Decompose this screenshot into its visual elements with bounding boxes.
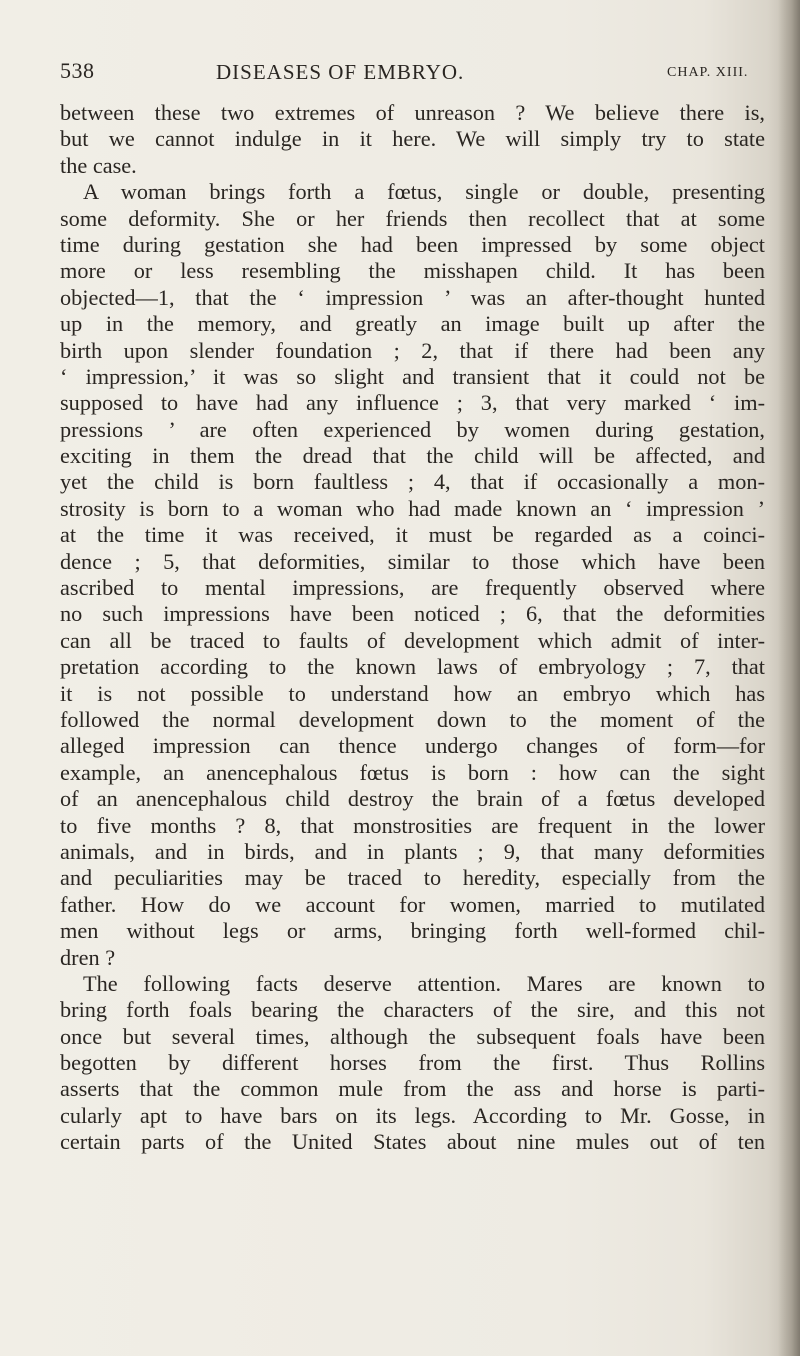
text-line: A woman brings forth a fœtus, single or double, presenting [83,179,765,205]
text-line: yet the child is born faultless ; 4, that if occasionally a mon- [60,469,765,495]
text-line: pretation according to the known laws of embryology ; 7, that [60,654,765,680]
page-number: 538 [60,58,95,83]
text-line: supposed to have had any influence ; 3, that very marked ‘ im- [60,390,765,416]
text-line: strosity is born to a woman who had made known an ‘ impression ’ [60,495,765,521]
text-line: alleged impression can thence undergo changes of form—for [60,733,765,759]
text-line: ascribed to mental impressions, are frequently observed where [60,575,765,601]
text-line: no such impressions have been noticed ; 6, that the deformities [60,601,765,627]
text-line: can all be traced to faults of development which admit of inter- [60,627,765,653]
text-line: pressions ’ are often experienced by women during gestation, [60,416,765,442]
text-line: asserts that the common mule from the ass and horse is parti- [60,1076,765,1102]
text-line: more or less resembling the misshapen child. It has been [60,258,765,284]
text-line: bring forth foals bearing the characters of the sire, and this not [60,997,765,1023]
text-line: up in the memory, and greatly an image built up after the [60,311,765,337]
text-line: birth upon slender foundation ; 2, that if there had been any [60,337,765,363]
page-header [60,58,770,88]
text-line: of an anencephalous child destroy the brain of a fœtus developed [60,786,765,812]
chapter-label: CHAP. XIII. [667,65,749,80]
text-line: animals, and in birds, and in plants ; 9, that many deformities [60,838,765,864]
text-line: dence ; 5, that deformities, similar to those which have been [60,548,765,574]
text-line: dren ? [60,944,116,970]
text-line: begotten by different horses from the first. Thus Rollins [60,1050,765,1076]
text-line: once but several times, although the subsequent foals have been [60,1023,765,1049]
text-line: certain parts of the United States about nine mules out of ten [60,1129,765,1155]
text-line: it is not possible to understand how an embryo which has [60,680,765,706]
body-text [60,100,765,1156]
text-line: and peculiarities may be traced to heredity, especially from the [60,865,765,891]
text-line: to five months ? 8, that monstrosities are frequent in the lower [60,812,765,838]
text-line: the case. [60,152,137,178]
text-line: men without legs or arms, bringing forth well-formed chil- [60,918,765,944]
text-line: exciting in them the dread that the child will be affected, and [60,443,765,469]
running-title: DISEASES OF EMBRYO. [216,60,465,84]
text-line: objected—1, that the ‘ impression ’ was an after-thought hunted [60,284,765,310]
text-line: some deformity. She or her friends then recollect that at some [60,205,765,231]
text-line: followed the normal development down to the moment of the [60,706,765,732]
text-line: The following facts deserve attention. Mares are known to [83,970,765,996]
text-line: between these two extremes of unreason ? We believe there is, [60,100,765,125]
text-line: ‘ impression,’ it was so slight and transient that it could not be [60,363,765,389]
text-line: father. How do we account for women, married to mutilated [60,891,765,917]
text-line: example, an anencephalous fœtus is born : how can the sight [60,759,765,785]
text-line: at the time it was received, it must be regarded as a coinci- [60,522,765,548]
text-line: cularly apt to have bars on its legs. According to Mr. Gosse, in [60,1102,765,1128]
text-line: time during gestation she had been impressed by some object [60,231,765,257]
page-edge-shadow [778,0,800,1356]
text-line: but we cannot indulge in it here. We will simply try to state [60,126,765,152]
